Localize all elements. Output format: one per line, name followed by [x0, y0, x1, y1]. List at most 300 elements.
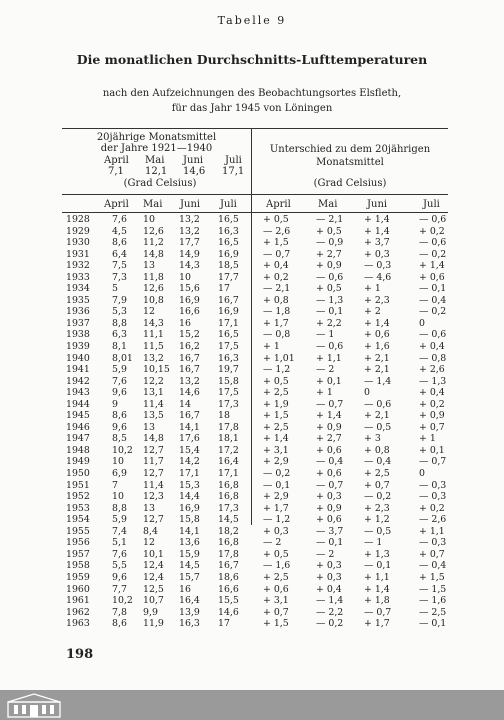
diff-mai-cell: — 0,7	[316, 479, 344, 491]
year-cell: 1961	[66, 595, 90, 607]
diff-juli-cell: — 0,7	[419, 456, 447, 468]
year-cell: 1940	[66, 352, 90, 364]
table-row	[0, 572, 504, 584]
temp-mai-cell: 12,6	[143, 225, 164, 237]
temp-juli-cell: 17,3	[218, 398, 239, 410]
year-cell: 1958	[66, 560, 90, 572]
temp-mai-cell: 12,7	[143, 444, 164, 456]
temp-april-cell: 7,6	[112, 214, 127, 225]
temp-juli-cell: 16,9	[218, 306, 239, 318]
subtitle-line-1: nach den Aufzeichnungen des Beobachtungsortes Elsfleth,	[102, 88, 402, 99]
temp-juni-cell: 15,7	[179, 571, 200, 583]
temp-mai-cell: 8,4	[143, 525, 158, 537]
diff-mai-cell: — 0,4	[316, 456, 344, 468]
temp-juli-cell: 17,2	[218, 444, 239, 456]
col-head-mai: Mai	[143, 199, 163, 210]
temp-juli-cell: 17,7	[218, 271, 239, 283]
diff-juni-cell: + 1,2	[364, 514, 390, 526]
diff-juli-cell: — 0,4	[419, 560, 447, 572]
diff-april-cell: + 2,9	[263, 456, 289, 468]
year-cell: 1960	[66, 583, 90, 595]
diff-juni-cell: + 2,3	[364, 502, 390, 514]
diff-juli-cell: — 1,3	[419, 375, 447, 387]
table-row	[0, 514, 504, 526]
temp-mai-cell: 10,7	[143, 595, 164, 607]
diff-juni-cell: + 0,8	[364, 444, 390, 456]
temp-april-cell: 6,4	[112, 248, 127, 260]
temp-juli-cell: 17,1	[218, 317, 239, 329]
temp-juli-cell: 18,1	[218, 433, 239, 445]
temp-juli-cell: 16,7	[218, 560, 239, 572]
temp-april-cell: 10	[112, 491, 124, 503]
col-head-diff-mai: Mai	[318, 199, 338, 210]
diff-juli-cell: — 0,3	[419, 537, 447, 549]
temp-april-cell: 5	[112, 283, 118, 295]
temp-april-cell: 7,8	[112, 606, 127, 618]
table-row	[0, 491, 504, 503]
temp-juni-cell: 13,2	[179, 375, 200, 387]
diff-mai-cell: — 1	[316, 329, 335, 341]
temp-april-cell: 8,8	[112, 317, 127, 329]
diff-juni-cell: — 4,6	[364, 271, 392, 283]
temp-juni-cell: 16,9	[179, 502, 200, 514]
diff-april-cell: + 0,6	[263, 583, 289, 595]
temp-mai-cell: 11,7	[143, 456, 164, 468]
diff-april-cell: + 0,5	[263, 375, 289, 387]
diff-mai-cell: + 2,7	[316, 248, 342, 260]
table-row	[0, 214, 504, 226]
temp-juni-cell: 15,2	[179, 329, 200, 341]
table-row	[0, 399, 504, 411]
diff-juni-cell: — 0,6	[364, 398, 392, 410]
table-row	[0, 329, 504, 341]
temp-juli-cell: 17,5	[218, 387, 239, 399]
temp-juni-cell: 15,8	[179, 514, 200, 526]
temp-april-cell: 4,5	[112, 225, 127, 237]
temp-juni-cell: 14,2	[179, 456, 200, 468]
diff-juni-cell: + 1,4	[364, 583, 390, 595]
diff-juli-cell: + 1,5	[419, 571, 445, 583]
diff-april-cell: + 1,7	[263, 317, 289, 329]
diff-april-cell: + 3,1	[263, 444, 289, 456]
diff-juni-cell: — 0,2	[364, 491, 392, 503]
diff-april-cell: + 1,7	[263, 502, 289, 514]
diff-mai-cell: + 0,9	[316, 421, 342, 433]
diff-april-cell: + 0,4	[263, 260, 289, 272]
temp-juni-cell: 13,9	[179, 606, 200, 618]
year-cell: 1935	[66, 294, 90, 306]
temp-april-cell: 7	[112, 479, 118, 491]
temp-juni-cell: 16,4	[179, 595, 200, 607]
temp-juli-cell: 17,3	[218, 502, 239, 514]
diff-mai-cell: — 0,2	[316, 618, 344, 630]
temp-mai-cell: 12	[143, 306, 155, 318]
temp-april-cell: 6,3	[112, 329, 127, 341]
diff-juli-cell: + 0,6	[419, 271, 445, 283]
temp-april-cell: 8,6	[112, 410, 127, 422]
temp-juni-cell: 14,3	[179, 260, 200, 272]
diff-april-cell: — 1,2	[263, 514, 291, 526]
temp-mai-cell: 13	[143, 421, 155, 433]
temp-juli-cell: 16,9	[218, 248, 239, 260]
temp-april-cell: 8,01	[112, 352, 133, 364]
temp-juni-cell: 15,6	[179, 283, 200, 295]
left-header-line-2: der Jahre 1921—1940	[100, 143, 213, 154]
temp-juli-cell: 18,5	[218, 260, 239, 272]
diff-mai-cell: + 1,1	[316, 352, 342, 364]
year-cell: 1963	[66, 618, 90, 630]
temp-mai-cell: 14,3	[143, 317, 164, 329]
temp-juli-cell: 17	[218, 283, 230, 295]
mean-mai: 12,1	[145, 166, 168, 177]
year-cell: 1942	[66, 375, 90, 387]
diff-april-cell: + 0,5	[263, 214, 289, 225]
diff-juli-cell: — 2,6	[419, 514, 447, 526]
diff-juli-cell: — 0,8	[419, 352, 447, 364]
temp-juni-cell: 16,2	[179, 341, 200, 353]
col-head-diff-april: April	[266, 199, 291, 210]
temp-april-cell: 9,6	[112, 421, 127, 433]
diff-mai-cell: + 0,9	[316, 502, 342, 514]
diff-juni-cell: 0	[364, 387, 370, 399]
diff-mai-cell: — 0,1	[316, 306, 344, 318]
table-row	[0, 376, 504, 388]
temp-juli-cell: 17,5	[218, 341, 239, 353]
temp-juni-cell: 15,4	[179, 444, 200, 456]
diff-mai-cell: — 2	[316, 548, 335, 560]
temp-april-cell: 7,6	[112, 548, 127, 560]
temp-juli-cell: 17,8	[218, 421, 239, 433]
year-cell: 1932	[66, 260, 90, 272]
diff-april-cell: — 2	[263, 537, 282, 549]
diff-april-cell: — 2,1	[263, 283, 291, 295]
temp-juni-cell: 17,6	[179, 433, 200, 445]
temp-juni-cell: 16	[179, 317, 191, 329]
mean-juni: 14,6	[183, 166, 206, 177]
temp-april-cell: 10,2	[112, 595, 133, 607]
year-cell: 1938	[66, 329, 90, 341]
year-cell: 1945	[66, 410, 90, 422]
diff-juli-cell: — 0,3	[419, 491, 447, 503]
diff-juli-cell: — 0,6	[419, 214, 447, 225]
table-row	[0, 318, 504, 330]
temp-juli-cell: 16,5	[218, 237, 239, 249]
year-cell: 1934	[66, 283, 90, 295]
temp-mai-cell: 11,2	[143, 237, 164, 249]
temp-juni-cell: 14,6	[179, 387, 200, 399]
table-row	[0, 237, 504, 249]
temp-mai-cell: 11,4	[143, 398, 164, 410]
diff-april-cell: — 1,6	[263, 560, 291, 572]
diff-juli-cell: + 0,4	[419, 387, 445, 399]
diff-juli-cell: — 1,6	[419, 595, 447, 607]
temp-april-cell: 10	[112, 456, 124, 468]
temp-juni-cell: 14,1	[179, 525, 200, 537]
diff-juli-cell: 0	[419, 468, 425, 480]
table-row	[0, 433, 504, 445]
diff-juni-cell: + 1,4	[364, 317, 390, 329]
temp-juli-cell: 16,5	[218, 329, 239, 341]
temp-juni-cell: 15,9	[179, 548, 200, 560]
year-cell: 1962	[66, 606, 90, 618]
table-row	[0, 549, 504, 561]
year-cell: 1953	[66, 502, 90, 514]
temp-juni-cell: 17,1	[179, 468, 200, 480]
year-cell: 1936	[66, 306, 90, 318]
diff-juni-cell: + 2,3	[364, 294, 390, 306]
temp-juli-cell: 14,6	[218, 606, 239, 618]
year-cell: 1944	[66, 398, 90, 410]
temp-april-cell: 5,9	[112, 364, 127, 376]
diff-mai-cell: + 1,4	[316, 410, 342, 422]
temp-mai-cell: 10	[143, 214, 155, 225]
diff-april-cell: + 1,5	[263, 237, 289, 249]
diff-april-cell: + 1,4	[263, 433, 289, 445]
temp-april-cell: 8,6	[112, 618, 127, 630]
temp-juli-cell: 18,2	[218, 525, 239, 537]
diff-juli-cell: 0	[419, 317, 425, 329]
table-row	[0, 306, 504, 318]
temp-mai-cell: 13,2	[143, 352, 164, 364]
diff-juni-cell: + 3	[364, 433, 381, 445]
col-head-juli: Juli	[220, 199, 237, 210]
temp-april-cell: 7,4	[112, 525, 127, 537]
table-row	[0, 618, 504, 630]
diff-mai-cell: + 2,7	[316, 433, 342, 445]
diff-april-cell: + 0,8	[263, 294, 289, 306]
mean-juli: 17,1	[222, 166, 245, 177]
subtitle-line-2: für das Jahr 1945 von Löningen	[171, 103, 333, 114]
temp-mai-cell: 11,8	[143, 271, 164, 283]
right-header-line-1: Unterschied zu dem 20jährigen	[269, 144, 431, 155]
temp-juli-cell: 17,8	[218, 548, 239, 560]
table-body	[0, 214, 504, 630]
diff-april-cell: + 3,1	[263, 595, 289, 607]
temp-mai-cell: 11,4	[143, 479, 164, 491]
temp-mai-cell: 9,9	[143, 606, 158, 618]
year-cell: 1943	[66, 387, 90, 399]
diff-juli-cell: — 0,1	[419, 283, 447, 295]
diff-juli-cell: + 1	[419, 433, 436, 445]
year-cell: 1951	[66, 479, 90, 491]
temp-april-cell: 6,9	[112, 468, 127, 480]
temp-juli-cell: 18	[218, 410, 230, 422]
table-row	[0, 607, 504, 619]
diff-juni-cell: + 1	[364, 283, 381, 295]
diff-juli-cell: — 0,2	[419, 306, 447, 318]
diff-april-cell: + 2,5	[263, 421, 289, 433]
diff-april-cell: + 1,5	[263, 618, 289, 630]
diff-juni-cell: + 2	[364, 306, 381, 318]
temp-april-cell: 10,2	[112, 444, 133, 456]
temp-juli-cell: 16,6	[218, 583, 239, 595]
table-row	[0, 503, 504, 515]
table-row	[0, 272, 504, 284]
diff-juni-cell: + 1,7	[364, 618, 390, 630]
diff-mai-cell: — 1,4	[316, 595, 344, 607]
year-cell: 1954	[66, 514, 90, 526]
temp-mai-cell: 12,4	[143, 571, 164, 583]
diff-mai-cell: + 0,3	[316, 491, 342, 503]
diff-juni-cell: + 2,1	[364, 410, 390, 422]
library-building-icon	[6, 692, 62, 718]
temp-juli-cell: 16,8	[218, 491, 239, 503]
temp-juni-cell: 16,3	[179, 618, 200, 630]
diff-mai-cell: — 3,7	[316, 525, 344, 537]
col-head-diff-juni: Juni	[367, 199, 388, 210]
table-row	[0, 595, 504, 607]
diff-april-cell: + 2,5	[263, 387, 289, 399]
temp-mai-cell: 13,1	[143, 387, 164, 399]
temp-april-cell: 8,1	[112, 341, 127, 353]
temp-juni-cell: 16,9	[179, 294, 200, 306]
diff-juni-cell: + 2,5	[364, 468, 390, 480]
diff-april-cell: + 1,01	[263, 352, 295, 364]
temp-juni-cell: 14,5	[179, 560, 200, 572]
temp-mai-cell: 12,7	[143, 514, 164, 526]
diff-mai-cell: + 0,3	[316, 560, 342, 572]
temp-juli-cell: 15,8	[218, 375, 239, 387]
table-row	[0, 364, 504, 376]
year-cell: 1956	[66, 537, 90, 549]
diff-juli-cell: + 1,1	[419, 525, 445, 537]
table-row	[0, 387, 504, 399]
year-cell: 1937	[66, 317, 90, 329]
diff-mai-cell: + 0,6	[316, 468, 342, 480]
diff-juni-cell: + 1,4	[364, 214, 390, 225]
diff-mai-cell: + 0,1	[316, 375, 342, 387]
page-number: 198	[66, 647, 94, 662]
diff-mai-cell: — 0,9	[316, 237, 344, 249]
temp-april-cell: 5,5	[112, 560, 127, 572]
temp-juni-cell: 14,1	[179, 421, 200, 433]
col-head-april: April	[104, 199, 129, 210]
page-title: Die monatlichen Durchschnitts-Lufttemperaturen	[76, 52, 428, 67]
diff-juli-cell: + 0,2	[419, 398, 445, 410]
diff-juli-cell: + 0,2	[419, 225, 445, 237]
diff-mai-cell: — 1,3	[316, 294, 344, 306]
diff-juli-cell: — 0,4	[419, 294, 447, 306]
diff-mai-cell: + 2,2	[316, 317, 342, 329]
diff-juli-cell: + 0,2	[419, 502, 445, 514]
diff-juni-cell: + 0,6	[364, 329, 390, 341]
temp-april-cell: 5,9	[112, 514, 127, 526]
temp-juni-cell: 10	[179, 271, 191, 283]
year-cell: 1928	[66, 214, 90, 225]
year-cell: 1933	[66, 271, 90, 283]
table-row	[0, 353, 504, 365]
table-row	[0, 537, 504, 549]
left-header-month-april: April	[104, 155, 129, 166]
year-cell: 1930	[66, 237, 90, 249]
year-cell: 1931	[66, 248, 90, 260]
table-row	[0, 410, 504, 422]
diff-juni-cell: + 0,7	[364, 479, 390, 491]
temp-april-cell: 5,3	[112, 306, 127, 318]
table-row	[0, 480, 504, 492]
diff-april-cell: + 1,9	[263, 398, 289, 410]
temp-mai-cell: 12	[143, 537, 155, 549]
diff-mai-cell: — 2,1	[316, 214, 344, 225]
diff-april-cell: — 0,7	[263, 248, 291, 260]
diff-mai-cell: + 0,6	[316, 444, 342, 456]
diff-mai-cell: — 0,6	[316, 271, 344, 283]
diff-juni-cell: + 1,6	[364, 341, 390, 353]
table-row	[0, 560, 504, 572]
temp-juli-cell: 18,6	[218, 571, 239, 583]
table-top-rule	[62, 128, 448, 129]
year-cell: 1955	[66, 525, 90, 537]
diff-juli-cell: + 0,7	[419, 548, 445, 560]
col-head-juni: Juni	[180, 199, 201, 210]
year-cell: 1929	[66, 225, 90, 237]
year-cell: 1957	[66, 548, 90, 560]
diff-mai-cell: + 0,3	[316, 571, 342, 583]
temp-april-cell: 7,6	[112, 375, 127, 387]
left-header-line-1: 20jährige Monatsmittel	[96, 132, 217, 143]
diff-juli-cell: — 0,2	[419, 248, 447, 260]
diff-juli-cell: + 0,1	[419, 444, 445, 456]
temp-mai-cell: 11,5	[143, 341, 164, 353]
diff-juli-cell: — 0,3	[419, 479, 447, 491]
diff-mai-cell: + 0,5	[316, 283, 342, 295]
temp-mai-cell: 12,7	[143, 468, 164, 480]
diff-juli-cell: + 1,4	[419, 260, 445, 272]
temp-mai-cell: 13	[143, 260, 155, 272]
diff-juli-cell: — 0,1	[419, 618, 447, 630]
temp-juni-cell: 14	[179, 398, 191, 410]
diff-juni-cell: — 1,4	[364, 375, 392, 387]
temp-juni-cell: 16,7	[179, 352, 200, 364]
temp-juni-cell: 16,6	[179, 306, 200, 318]
diff-juli-cell: — 1,5	[419, 583, 447, 595]
year-cell: 1946	[66, 421, 90, 433]
table-row	[0, 456, 504, 468]
diff-juni-cell: — 0,3	[364, 260, 392, 272]
table-row	[0, 249, 504, 261]
temp-juni-cell: 13,2	[179, 225, 200, 237]
diff-april-cell: + 0,2	[263, 271, 289, 283]
temp-juni-cell: 15,3	[179, 479, 200, 491]
mean-april: 7,1	[108, 166, 124, 177]
temp-juli-cell: 16,8	[218, 479, 239, 491]
temp-juli-cell: 17,1	[218, 468, 239, 480]
right-header-line-2: Monatsmittel	[316, 157, 384, 168]
diff-april-cell: — 0,1	[263, 479, 291, 491]
header-rule	[62, 194, 448, 195]
temp-mai-cell: 10,8	[143, 294, 164, 306]
table-row	[0, 584, 504, 596]
diff-april-cell: + 0,5	[263, 548, 289, 560]
diff-april-cell: — 1,8	[263, 306, 291, 318]
temp-april-cell: 7,5	[112, 260, 127, 272]
temp-juni-cell: 16,7	[179, 364, 200, 376]
temp-juni-cell: 13,6	[179, 537, 200, 549]
diff-mai-cell: — 0,1	[316, 537, 344, 549]
diff-mai-cell: — 2	[316, 364, 335, 376]
temp-juli-cell: 16,3	[218, 225, 239, 237]
temp-april-cell: 8,8	[112, 502, 127, 514]
diff-juni-cell: + 2,1	[364, 364, 390, 376]
year-cell: 1959	[66, 571, 90, 583]
temp-mai-cell: 12,2	[143, 375, 164, 387]
diff-juli-cell: + 0,4	[419, 341, 445, 353]
diff-juli-cell: + 0,9	[419, 410, 445, 422]
temp-mai-cell: 11,1	[143, 329, 164, 341]
table-row	[0, 526, 504, 538]
temp-april-cell: 7,3	[112, 271, 127, 283]
table-row	[0, 468, 504, 480]
